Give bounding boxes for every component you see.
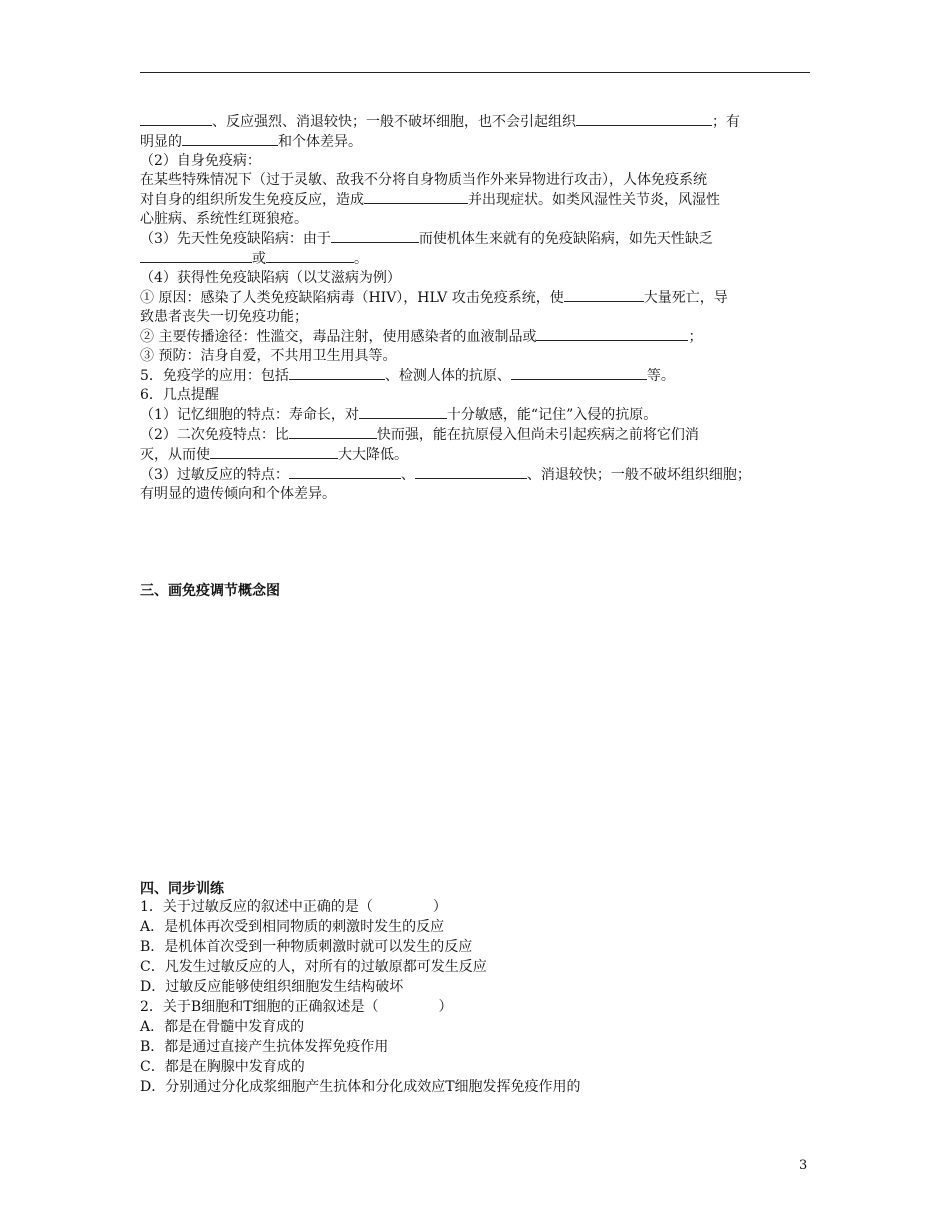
question-stem: 2．关于B细胞和T细胞的正确叙述是（ ） (140, 999, 453, 1015)
text-line: ③ 预防：洁身自爱，不共用卫生用具等。 (140, 348, 397, 364)
fill-blank[interactable] (210, 445, 338, 459)
fill-blank[interactable] (576, 112, 712, 126)
fill-blank[interactable] (415, 465, 527, 479)
text-line: 有明显的遗传倾向和个体差异。 (140, 486, 336, 502)
question-option: C．都是在胸腺中发育成的 (140, 1059, 305, 1075)
fill-blank[interactable] (289, 465, 401, 479)
fill-blank[interactable] (289, 366, 385, 380)
question-list (140, 897, 812, 1097)
text-line: （3）过敏反应的特点： 、 、消退较快；一般不破坏组织细胞； (140, 467, 751, 483)
section-title-practice: 四、同步训练 (140, 881, 224, 897)
text-line: （4）获得性免疫缺陷病（以艾滋病为例） (140, 270, 401, 286)
text-line: （1）记忆细胞的特点：寿命长，对 十分敏感，能“记住”入侵的抗原。 (140, 407, 658, 423)
text-line: 致患者丧失一切免疫功能； (140, 309, 308, 325)
question-option: B．都是通过直接产生抗体发挥免疫作用 (140, 1039, 389, 1055)
fill-blank[interactable] (289, 425, 377, 439)
page-number: 3 (799, 1158, 808, 1173)
question-option: D．过敏反应能够使组织细胞发生结构破坏 (140, 979, 404, 995)
question-option: C．凡发生过敏反应的人，对所有的过敏原都可发生反应 (140, 959, 487, 975)
fill-blank[interactable] (564, 288, 644, 302)
text-line: 灭，从而使 大大降低。 (140, 447, 408, 463)
fill-blank[interactable] (140, 249, 252, 263)
fill-blank[interactable] (331, 229, 419, 243)
text-line: 在某些特殊情况下（过于灵敏、敌我不分将自身物质当作外来异物进行攻击），人体免疫系统 (140, 172, 707, 188)
text-line: 、反应强烈、消退较快；一般不破坏细胞，也不会引起组织 ；有 (140, 112, 812, 132)
text-line: 6．几点提醒 (140, 387, 219, 403)
text-line: （2）二次免疫特点：比 快而强，能在抗原侵入但尚未引起疾病之前将它们消 (140, 427, 699, 443)
fill-blank[interactable] (536, 327, 688, 341)
text-line: 5．免疫学的应用：包括 、检测人体的抗原、 等。 (140, 368, 675, 384)
text-line: 或 。 (140, 249, 812, 269)
fill-blank[interactable] (266, 249, 354, 263)
fill-blank[interactable] (511, 366, 647, 380)
fill-blank[interactable] (182, 132, 278, 146)
fill-blank[interactable] (359, 405, 447, 419)
text-line: （3）先天性免疫缺陷病：由于 而使机体生来就有的免疫缺陷病，如先天性缺乏 (140, 231, 713, 247)
text-line: 对自身的组织所发生免疫反应，造成 并出现症状。如类风湿性关节炎，风湿性 (140, 192, 720, 208)
text-line: 明显的 和个体差异。 (140, 134, 362, 150)
question-option: D．分别通过分化成浆细胞产生抗体和分化成效应T细胞发挥免疫作用的 (140, 1079, 581, 1095)
question-stem: 1．关于过敏反应的叙述中正确的是（ ） (140, 899, 447, 915)
question-option: A．都是在骨髓中发育成的 (140, 1019, 305, 1035)
text-line: ② 主要传播途径：性滥交，毒品注射，使用感染者的血液制品或 ； (140, 329, 703, 345)
fill-blank[interactable] (364, 190, 468, 204)
text-line: ① 原因：感染了人类免疫缺陷病毒（HIV），HLV 攻击免疫系统，使 大量死亡，导 (140, 290, 728, 306)
fill-blank[interactable] (140, 112, 212, 126)
document-body (140, 112, 812, 504)
text-line: （2）自身免疫病： (140, 153, 261, 169)
header-rule (140, 72, 810, 73)
section-title-concept-map: 三、画免疫调节概念图 (140, 583, 280, 599)
question-option: B．是机体首次受到一种物质刺激时就可以发生的反应 (140, 939, 473, 955)
question-option: A．是机体再次受到相同物质的刺激时发生的反应 (140, 919, 445, 935)
text-line: 心脏病、系统性红斑狼疮。 (140, 211, 308, 227)
